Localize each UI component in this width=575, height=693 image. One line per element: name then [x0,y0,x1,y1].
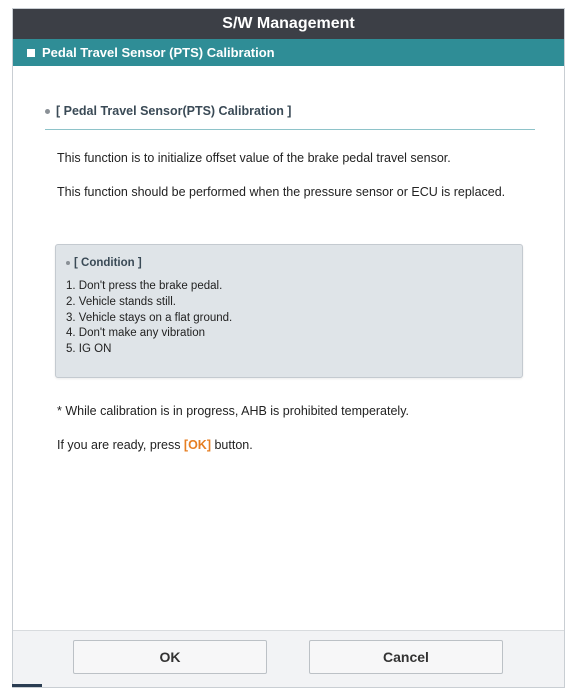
condition-title-label: [ Condition ] [74,257,142,269]
square-bullet-icon [27,49,35,57]
section-title-label: [ Pedal Travel Sensor(PTS) Calibration ] [56,104,292,118]
section-divider [45,129,535,130]
dialog-footer [13,630,564,687]
ok-button[interactable]: OK [73,640,267,674]
condition-item: 2. Vehicle stands still. [66,295,176,308]
condition-item: 3. Vehicle stays on a flat ground. [66,311,233,324]
bullet-dot-icon [66,261,70,265]
ready-suffix: button. [211,438,253,452]
sw-management-dialog [12,8,565,688]
section-title [45,104,291,118]
dialog-title: S/W Management [13,9,564,39]
ready-prefix: If you are ready, press [57,438,184,452]
calibration-note: * While calibration is in progress, AHB is prohibited temperately. [57,404,410,418]
function-header [13,39,564,66]
ready-instruction [57,436,527,454]
cancel-button[interactable]: Cancel [309,640,503,674]
corner-decoration [12,684,42,687]
condition-item: 1. Don't press the brake pedal. [66,280,223,292]
when-text: This function should be performed when the pressure sensor or ECU is replaced. [57,185,506,199]
condition-box [55,244,523,378]
dialog-content [13,66,564,634]
condition-item: 4. Don't make any vibration [66,327,205,340]
condition-title [66,257,142,269]
function-header-label: Pedal Travel Sensor (PTS) Calibration [42,45,275,60]
intro-text: This function is to initialize offset value of the brake pedal travel sensor. [57,151,451,165]
condition-list [66,279,232,358]
condition-item: 5. IG ON [66,343,112,356]
ok-highlight: [OK] [183,438,211,452]
bullet-dot-icon [45,109,50,114]
